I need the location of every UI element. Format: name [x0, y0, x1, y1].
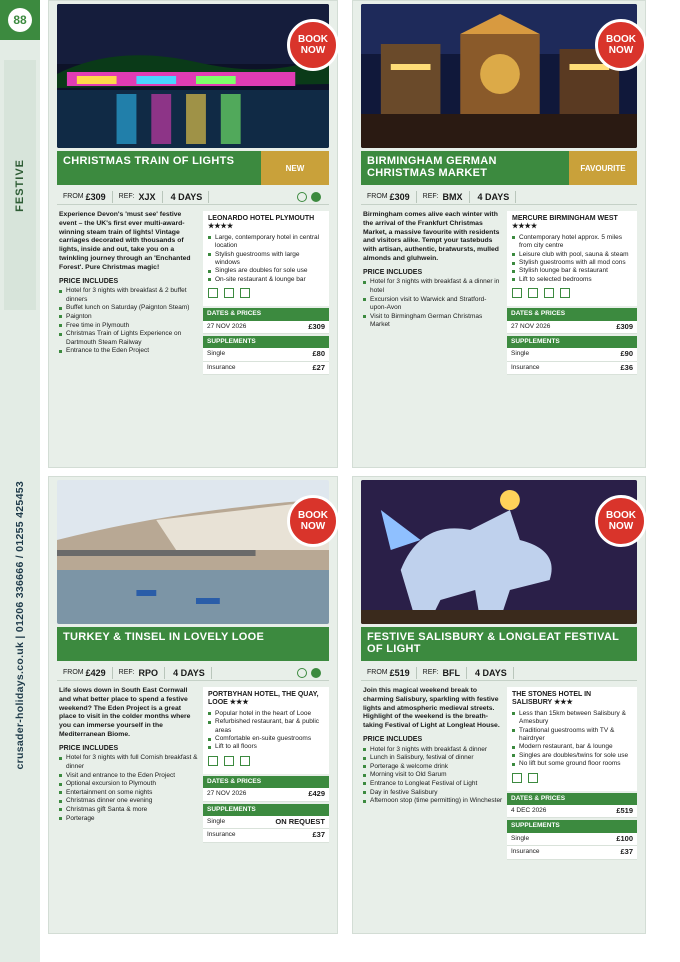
date-price: £519 — [616, 806, 633, 816]
date-row — [507, 321, 637, 334]
tour-card-christmas-train — [48, 0, 338, 468]
section-label: FESTIVE — [14, 158, 26, 212]
from-price: £309 — [389, 191, 410, 202]
duration: 4 DAYS — [170, 191, 203, 202]
list-item: Paignton — [59, 313, 199, 322]
includes-heading: PRICE INCLUDES — [59, 744, 119, 752]
list-item: Hotel for 3 nights with breakfast & a dinner in hotel — [363, 278, 503, 295]
list-item: Large, contemporary hotel in central location — [208, 234, 324, 251]
duration: 4 DAYS — [475, 667, 507, 678]
contact-strip — [4, 320, 36, 930]
list-item: Hotel for 3 nights with breakfast & 2 buffet dinners — [59, 287, 199, 304]
ref-code: BFL — [442, 667, 461, 678]
date: 27 NOV 2026 — [207, 790, 247, 798]
list-item: Free time in Plymouth — [59, 322, 199, 331]
price-cell — [57, 667, 113, 679]
supplement-value: £90 — [620, 349, 633, 359]
book-now-badge[interactable]: BOOK NOW — [595, 19, 647, 71]
restaurant-icon — [512, 288, 522, 298]
list-item: Visit and entrance to the Eden Project — [59, 772, 199, 781]
days-cell — [467, 667, 514, 679]
lift-icon — [224, 288, 234, 298]
list-item: Popular hotel in the heart of Looe — [208, 710, 324, 718]
description-column — [59, 211, 199, 356]
supplement-row — [203, 816, 329, 829]
list-item: Lift to selected bedrooms — [512, 276, 632, 284]
ref-label: REF: — [118, 193, 135, 200]
amenity-icons — [512, 773, 632, 783]
list-item: Porterage — [59, 815, 199, 824]
list-item: Stylish lounge bar & restaurant — [512, 267, 632, 275]
list-item: Lunch in Salisbury, festival of dinner — [363, 754, 503, 763]
includes-list — [59, 754, 199, 823]
price-row — [361, 665, 637, 681]
from-price: £429 — [85, 667, 106, 678]
date-price: £309 — [616, 321, 633, 331]
tour-tag: FAVOURITE — [569, 151, 637, 185]
supplement-value: £27 — [312, 362, 325, 372]
dates-heading: DATES & PRICES — [507, 308, 637, 320]
tour-title: FESTIVE SALISBURY & LONGLEAT FESTIVAL OF LIGHT — [361, 627, 637, 661]
bar-icon — [544, 288, 554, 298]
supplements-heading: SUPPLEMENTS — [507, 336, 637, 348]
list-item: Entrance to the Eden Project — [59, 347, 199, 356]
amenity-icons — [208, 756, 324, 766]
hotel-name: LEONARDO HOTEL PLYMOUTH ★★★★ — [208, 215, 315, 231]
intro-text: Join this magical weekend break to charming Salisbury, sparkling with festive lights and atmospheric medieval streets. Highlight of the weekend is the breath-taking Festival of Light at Longleat House. — [363, 687, 500, 730]
list-item: Less than 15km between Salisbury & Amesbury — [512, 710, 632, 727]
description-column — [59, 687, 199, 823]
list-item: Stylish guestrooms with large windows — [208, 251, 324, 268]
list-item: Comfortable en-suite guestrooms — [208, 735, 324, 743]
list-item: Entertainment on some nights — [59, 789, 199, 798]
tour-card-salisbury — [352, 476, 646, 934]
supplement-row — [507, 362, 637, 375]
list-item: Leisure club with pool, sauna & steam — [512, 251, 632, 259]
list-item: Porterage & welcome drink — [363, 763, 503, 772]
list-item: Hotel for 3 nights with breakfast & dinner — [363, 746, 503, 755]
book-now-badge[interactable]: BOOK NOW — [287, 19, 339, 71]
supplement-row — [203, 829, 329, 842]
description-column — [363, 687, 503, 806]
tour-card-birmingham — [352, 0, 646, 468]
tour-photo — [57, 4, 329, 148]
feature-icons — [297, 668, 329, 678]
date: 27 NOV 2026 — [207, 322, 247, 330]
date-row — [203, 788, 329, 801]
list-item: Modern restaurant, bar & lounge — [512, 743, 632, 751]
date-row — [507, 805, 637, 818]
dates-heading: DATES & PRICES — [507, 793, 637, 805]
includes-heading: PRICE INCLUDES — [363, 735, 423, 743]
title-bar — [57, 627, 329, 661]
from-label: FROM — [367, 193, 388, 200]
days-cell — [470, 191, 517, 203]
list-item: Christmas Train of Lights Experience on Dartmouth Steam Railway — [59, 330, 199, 347]
list-item: Day in festive Salisbury — [363, 789, 503, 798]
ref-cell — [113, 191, 163, 203]
hotel-column — [507, 687, 637, 860]
tour-tag: NEW — [261, 151, 329, 185]
attraction-icon — [311, 192, 321, 202]
includes-list — [363, 746, 503, 806]
list-item: Buffet lunch on Saturday (Paignton Steam) — [59, 304, 199, 313]
list-item: Singles are doubles/twins for sole use — [512, 752, 632, 760]
list-item: Excursion visit to Warwick and Stratford-upon-Avon — [363, 296, 503, 313]
tour-photo — [361, 4, 637, 148]
list-item: Lift to all floors — [208, 743, 324, 751]
ref-code: BMX — [442, 191, 463, 202]
title-bar — [57, 151, 329, 185]
hotel-features — [208, 234, 324, 284]
ref-code: XJX — [138, 191, 156, 202]
days-cell — [163, 191, 210, 203]
tour-photo — [361, 480, 637, 624]
duration: 4 DAYS — [173, 667, 205, 678]
page-number-tab — [0, 0, 40, 40]
includes-heading: PRICE INCLUDES — [59, 277, 119, 285]
supplement-value: £37 — [620, 847, 633, 857]
lift-icon — [528, 288, 538, 298]
ref-code: RPO — [138, 667, 159, 678]
ref-label: REF: — [118, 669, 135, 676]
section-label-box — [4, 60, 36, 310]
price-row — [57, 665, 329, 681]
list-item: Afternoon stop (time permitting) in Winchester — [363, 797, 503, 806]
hotel-box — [203, 687, 329, 774]
list-item: Optional excursion to Plymouth — [59, 780, 199, 789]
restaurant-icon — [208, 756, 218, 766]
hotel-features — [512, 710, 632, 769]
price-row — [361, 189, 637, 205]
date-price: £429 — [308, 789, 325, 799]
music-icon — [297, 668, 307, 678]
list-item: Stylish guestrooms with all mod cons — [512, 259, 632, 267]
supplements-heading: SUPPLEMENTS — [507, 820, 637, 832]
list-item: Singles are doubles for sole use — [208, 267, 324, 275]
from-price: £309 — [85, 191, 106, 202]
supplement-label: Insurance — [207, 363, 236, 371]
hotel-name: PORTBYHAN HOTEL, THE QUAY, LOOE ★★★ — [208, 691, 319, 707]
list-item: Morning visit to Old Sarum — [363, 771, 503, 780]
duration: 4 DAYS — [477, 191, 510, 202]
list-item: On-site restaurant & lounge bar — [208, 276, 324, 284]
hotel-name: THE STONES HOTEL IN SALISBURY ★★★ — [512, 691, 592, 707]
includes-list — [363, 278, 503, 330]
list-item: No lift but some ground floor rooms — [512, 760, 632, 768]
from-label: FROM — [367, 669, 388, 676]
ref-cell — [417, 667, 467, 679]
supplement-label: Insurance — [511, 363, 540, 371]
intro-text: Experience Devon's 'must see' festive event – the UK's first ever multi-award-winning steam train of lights! Vintage carriages decorated with thousands of lights, inside and out, take you on a twinkling journey through an 'Enchanted Forest'. Pure Christmas magic! — [59, 211, 191, 271]
book-now-badge[interactable]: BOOK NOW — [595, 495, 647, 547]
supplements-heading: SUPPLEMENTS — [203, 804, 329, 816]
supplement-value: ON REQUEST — [275, 817, 325, 827]
amenity-icons — [512, 288, 632, 298]
ref-label: REF: — [422, 669, 439, 676]
dates-heading: DATES & PRICES — [203, 308, 329, 320]
list-item: Visit to Birmingham German Christmas Market — [363, 313, 503, 330]
page-number: 88 — [8, 8, 32, 32]
title-bar — [361, 627, 637, 661]
list-item: Traditional guestrooms with TV & hairdryer — [512, 727, 632, 744]
from-label: FROM — [63, 669, 84, 676]
hotel-features — [512, 234, 632, 284]
from-label: FROM — [63, 193, 84, 200]
days-cell — [165, 667, 212, 679]
price-cell — [57, 191, 113, 203]
tour-title: BIRMINGHAM GERMAN CHRISTMAS MARKET — [361, 151, 569, 185]
hotel-box — [203, 211, 329, 306]
attraction-icon — [311, 668, 321, 678]
supplement-row — [203, 348, 329, 361]
supplement-value: £100 — [616, 833, 633, 843]
supplement-value: £37 — [312, 830, 325, 840]
supplement-label: Single — [207, 350, 226, 358]
tour-title: CHRISTMAS TRAIN OF LIGHTS — [57, 151, 261, 185]
hotel-column — [507, 211, 637, 375]
hotel-box — [507, 687, 637, 791]
hotel-column — [203, 687, 329, 843]
lift-icon — [512, 773, 522, 783]
supplement-label: Insurance — [511, 848, 540, 856]
intro-text: Birmingham comes alive each winter with the arrival of the Frankfurt Christmas Market, a massive favourite with residents and visitors alike. Tempt your tastebuds with artisan, authentic, bratwursts, mulled almonds and gluhwein. — [363, 211, 500, 262]
supplement-row — [507, 833, 637, 846]
location-icon — [297, 192, 307, 202]
page-sidebar — [0, 0, 40, 962]
date-price: £309 — [308, 321, 325, 331]
supplement-row — [507, 348, 637, 361]
includes-heading: PRICE INCLUDES — [363, 268, 423, 276]
supplement-row — [507, 846, 637, 859]
tour-photo — [57, 480, 329, 624]
list-item: Hotel for 3 nights with full Cornish breakfast & dinner — [59, 754, 199, 771]
bar-icon — [240, 288, 250, 298]
list-item: Contemporary hotel approx. 5 miles from city centre — [512, 234, 632, 251]
supplement-label: Single — [511, 834, 530, 842]
price-cell — [361, 191, 417, 203]
from-price: £519 — [389, 667, 410, 678]
amenity-icons — [208, 288, 324, 298]
hotel-box — [507, 211, 637, 306]
price-row — [57, 189, 329, 205]
tour-title: TURKEY & TINSEL IN LOVELY LOOE — [57, 627, 329, 661]
description-column — [363, 211, 503, 330]
supplements-heading: SUPPLEMENTS — [203, 336, 329, 348]
list-item: Entrance to Longleat Festival of Light — [363, 780, 503, 789]
supplement-value: £80 — [312, 349, 325, 359]
list-item: Christmas gift Santa & more — [59, 806, 199, 815]
supplement-value: £36 — [620, 362, 633, 372]
ref-cell — [113, 667, 165, 679]
supplement-label: Single — [511, 350, 530, 358]
dates-heading: DATES & PRICES — [203, 776, 329, 788]
supplement-label: Single — [207, 818, 226, 826]
tour-card-looe — [48, 476, 338, 934]
title-bar — [361, 151, 637, 185]
contact-text[interactable]: crusader-holidays.co.uk | 01206 336666 / 01255 425453 — [14, 480, 26, 770]
list-item: Refurbished restaurant, bar & public areas — [208, 718, 324, 735]
ref-label: REF: — [422, 193, 439, 200]
supplement-row — [203, 362, 329, 375]
date: 27 NOV 2026 — [511, 322, 551, 330]
includes-list — [59, 287, 199, 356]
list-item: Christmas dinner one evening — [59, 797, 199, 806]
ref-cell — [417, 191, 470, 203]
price-cell — [361, 667, 417, 679]
intro-text: Life slows down in South East Cornwall and what better place to spend a festive weekend? The Eden Project is a great place to visit in the colder months where you can immerse yourself in the Mediterranean Biome. — [59, 687, 191, 738]
supplement-label: Insurance — [207, 831, 236, 839]
restaurant-icon — [208, 288, 218, 298]
pool-icon — [560, 288, 570, 298]
lift-icon — [224, 756, 234, 766]
date: 4 DEC 2026 — [511, 807, 547, 815]
feature-icons — [297, 192, 329, 202]
bar-icon — [240, 756, 250, 766]
date-row — [203, 321, 329, 334]
bar-icon — [528, 773, 538, 783]
hotel-column — [203, 211, 329, 375]
hotel-name: MERCURE BIRMINGHAM WEST ★★★★ — [512, 215, 618, 231]
hotel-features — [208, 710, 324, 752]
book-now-badge[interactable]: BOOK NOW — [287, 495, 339, 547]
